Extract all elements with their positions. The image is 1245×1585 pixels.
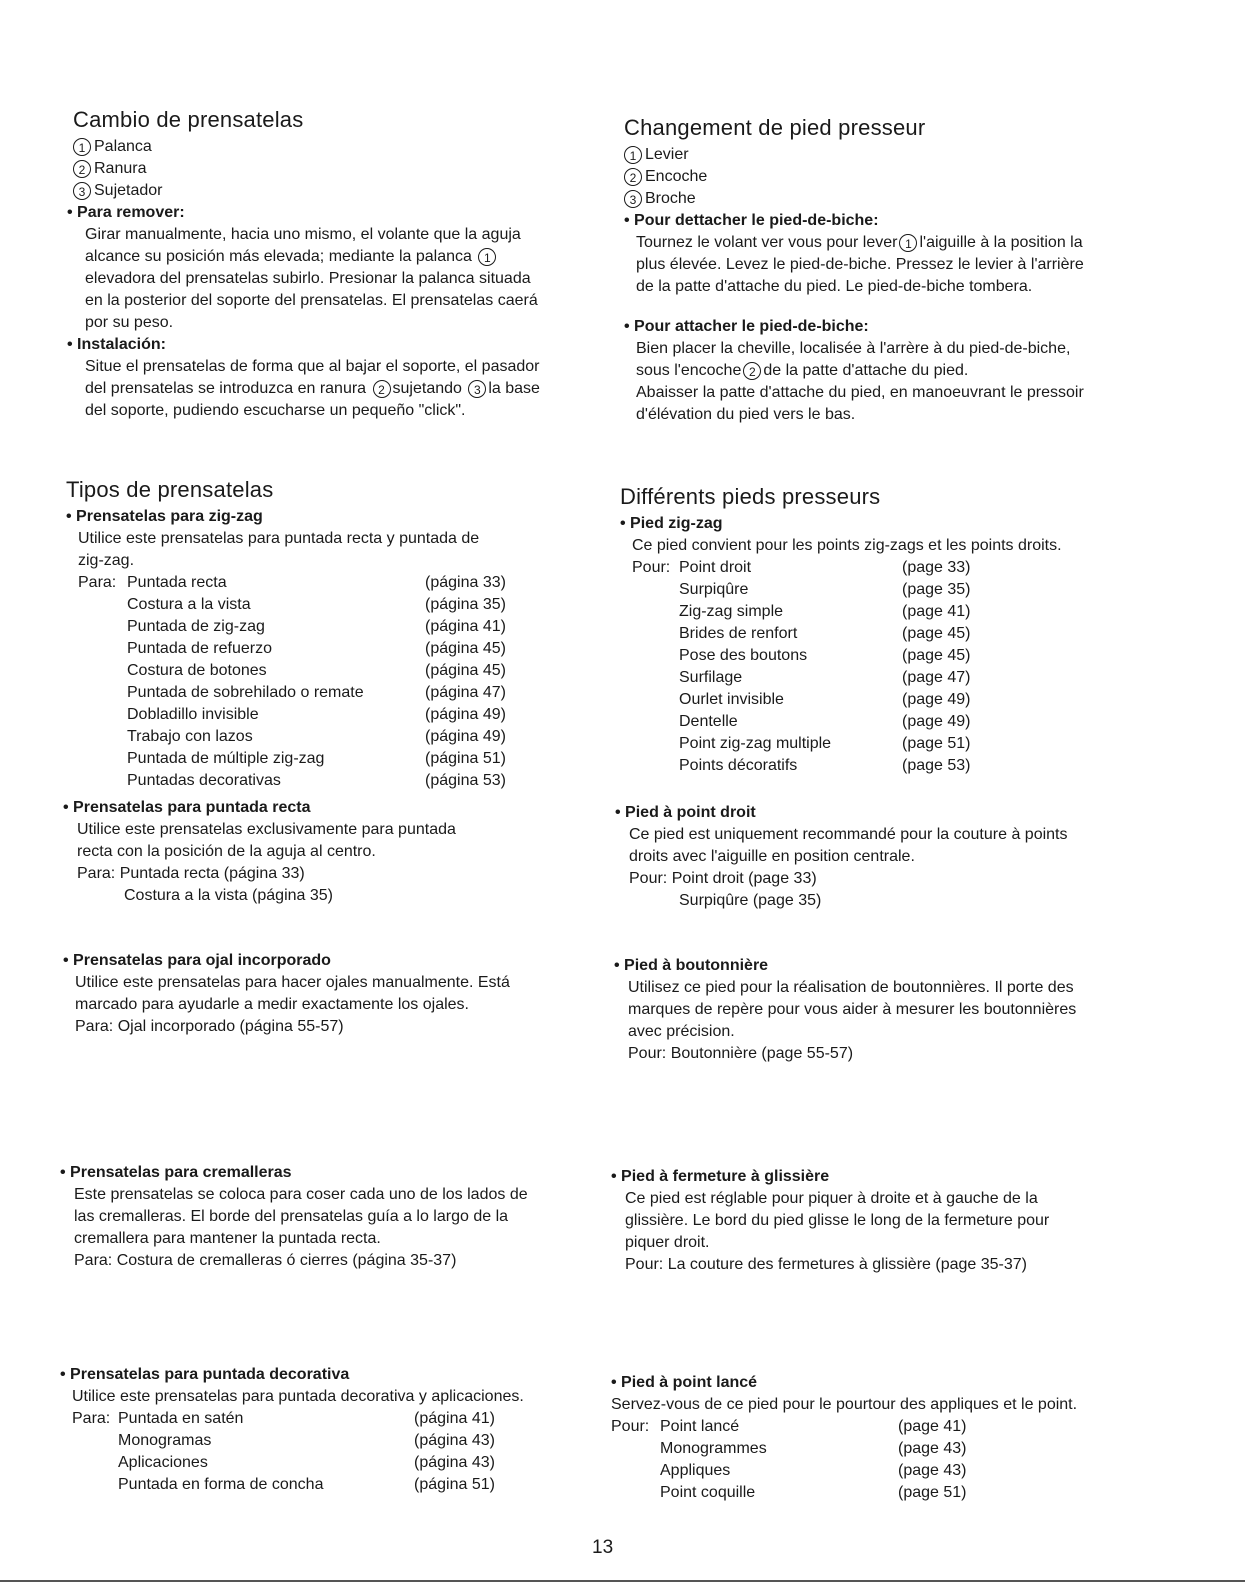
usage-prefix (78, 682, 127, 704)
usage-page-ref: (page 53) (902, 757, 971, 774)
usage-prefix (78, 594, 127, 616)
subheading-ojal: • Prensatelas para ojal incorporado (63, 950, 603, 972)
text-line: Bien placer la cheville, localisée à l'arrère à du pied-de-biche, (636, 340, 1071, 357)
page-number: 13 (592, 1537, 614, 1558)
usage-page-ref: (page 35) (902, 581, 971, 598)
zigzag-usage-list (78, 572, 606, 792)
subheading-boutonniere: • Pied à boutonnière (614, 955, 1174, 977)
text-line: Ce pied est uniquement recommandé pour la couture à points (629, 826, 1068, 843)
subheading-pied-droit: • Pied à point droit (615, 802, 1175, 824)
section-title: Cambio de prensatelas (73, 107, 304, 132)
text-line: cremallera para mantener la puntada recta. (74, 1230, 381, 1247)
section-ojal (63, 950, 603, 1038)
usage-prefix (78, 770, 127, 792)
usage-row (72, 1474, 620, 1496)
text-line: en la posterior del soporte del prensatelas. El prensatelas caerá (85, 292, 538, 309)
text-line: Costura a la vista (página 35) (124, 887, 333, 904)
zigzag-text (66, 528, 606, 792)
section-title: Changement de pied presseur (624, 115, 926, 140)
usage-label: Point droit (679, 559, 752, 576)
usage-row (78, 660, 606, 682)
text-line: droits avec l'aiguille en position centrale. (629, 848, 915, 865)
usage-row (78, 748, 606, 770)
section-changement-pied (624, 114, 1184, 426)
usage-page-ref: (página 51) (414, 1476, 495, 1493)
usage-prefix (78, 616, 127, 638)
part-label: Sujetador (94, 182, 163, 199)
usage-page-ref: (page 51) (898, 1484, 967, 1501)
text-span: de la patte d'attache du pied. (763, 362, 969, 379)
usage-page-ref: (página 49) (425, 728, 506, 745)
fermeture-text (611, 1188, 1171, 1276)
subheading-fermeture: • Pied à fermeture à glissière (611, 1166, 1171, 1188)
usage-page-ref: (page 41) (898, 1418, 967, 1435)
text-line: del soporte, pudiendo escucharse un pequeño "click". (85, 402, 466, 419)
usage-label: Pose des boutons (679, 647, 808, 664)
text-line: marques de repère pour vous aider à mesurer les boutonnières (628, 1001, 1077, 1018)
usage-prefix (78, 638, 127, 660)
callout-number: 3 (624, 190, 642, 208)
text-span: l'aiguille à la position la (919, 234, 1083, 251)
usage-row (72, 1452, 620, 1474)
usage-row (632, 755, 1180, 777)
usage-label: Surfilage (679, 669, 743, 686)
callout-number: 1 (624, 146, 642, 164)
usage-label: Brides de renfort (679, 625, 798, 642)
usage-row (78, 770, 606, 792)
usage-page-ref: (page 45) (902, 647, 971, 664)
usage-page-ref: (página 45) (425, 662, 506, 679)
text-line: elevadora del prensatelas subirlo. Presionar la palanca situada (85, 270, 531, 287)
text-line: Para: Puntada recta (página 33) (77, 865, 305, 882)
usage-row (632, 733, 1180, 755)
text-line: avec précision. (628, 1023, 735, 1040)
usage-label: Puntada de zig-zag (127, 618, 265, 635)
text-span: del prensatelas se introduzca en ranura (85, 380, 367, 397)
usage-row (78, 638, 606, 660)
usage-page-ref: (page 49) (902, 691, 971, 708)
section-pied-lance (611, 1372, 1171, 1504)
usage-page-ref: (page 43) (898, 1462, 967, 1479)
usage-label: Monogramas (118, 1432, 212, 1449)
usage-page-ref: (página 43) (414, 1432, 495, 1449)
usage-page-ref: (página 51) (425, 750, 506, 767)
section-pied-droit (615, 802, 1175, 912)
usage-label: Puntada de refuerzo (127, 640, 272, 657)
usage-label: Puntadas decorativas (127, 772, 281, 789)
section-decorativa (60, 1364, 620, 1496)
usage-prefix (78, 748, 127, 770)
section-title: Tipos de prensatelas (66, 477, 274, 502)
section-title: Différents pieds presseurs (620, 484, 881, 509)
text-line: Girar manualmente, hacia uno mismo, el volante que la aguja (85, 226, 521, 243)
usage-row (632, 557, 1180, 579)
usage-prefix (611, 1482, 660, 1504)
usage-page-ref: (página 47) (425, 684, 506, 701)
section-tipos-prensatelas (66, 476, 606, 792)
usage-label: Point lancé (660, 1418, 740, 1435)
text-line: Situe el prensatelas de forma que al bajar el soporte, el pasador (85, 358, 540, 375)
usage-row (78, 682, 606, 704)
usage-row (611, 1460, 1171, 1482)
pied-zigzag-usage-list (632, 557, 1180, 777)
text-span: sous l'encoche (636, 362, 742, 379)
text-line: Este prensatelas se coloca para coser cada uno de los lados de (74, 1186, 528, 1203)
usage-prefix: Pour: (632, 559, 671, 576)
usage-prefix (611, 1438, 660, 1460)
usage-label: Costura de botones (127, 662, 267, 679)
usage-prefix: Para: (72, 1410, 111, 1427)
callout-number: 3 (73, 182, 91, 200)
callout-number: 1 (478, 248, 496, 266)
usage-label: Puntada de sobrehilado o remate (127, 684, 364, 701)
usage-prefix (632, 733, 679, 755)
usage-prefix (78, 704, 127, 726)
pied-droit-text (615, 824, 1175, 912)
subheading-attacher: • Pour attacher le pied-de-biche: (624, 316, 1184, 338)
lance-text (611, 1394, 1171, 1504)
lance-usage-list (611, 1416, 1171, 1504)
usage-label: Trabajo con lazos (127, 728, 253, 745)
usage-page-ref: (page 43) (898, 1440, 967, 1457)
usage-page-ref: (página 33) (425, 574, 506, 591)
text-line: plus élevée. Levez le pied-de-biche. Pressez le levier à l'arrière (636, 256, 1084, 273)
callout-number: 2 (373, 380, 391, 398)
usage-row (632, 711, 1180, 733)
decorativa-text (60, 1386, 620, 1496)
usage-row (78, 704, 606, 726)
text-line: Surpiqûre (page 35) (679, 892, 822, 909)
usage-row (632, 667, 1180, 689)
usage-page-ref: (page 49) (902, 713, 971, 730)
usage-label: Surpiqûre (679, 581, 749, 598)
usage-page-ref: (page 33) (902, 559, 971, 576)
usage-prefix (632, 623, 679, 645)
recta-text (63, 819, 603, 907)
section-cremalleras (60, 1162, 600, 1272)
usage-page-ref: (página 53) (425, 772, 506, 789)
usage-label: Puntada en satén (118, 1410, 244, 1427)
text-line: Ce pied est réglable pour piquer à droite et à gauche de la (625, 1190, 1038, 1207)
part-label: Ranura (94, 160, 147, 177)
text-line: piquer droit. (625, 1234, 710, 1251)
text-span: la base (488, 380, 540, 397)
decorativa-usage-list (72, 1408, 620, 1496)
callout-number: 1 (73, 138, 91, 156)
text-line: las cremalleras. El borde del prensatelas guía a lo largo de la (74, 1208, 509, 1225)
part-3 (624, 188, 1184, 210)
text-line: por su peso. (85, 314, 174, 331)
usage-row (78, 726, 606, 748)
text-line: Utilice este prensatelas para puntada recta y puntada de (78, 530, 480, 547)
usage-label: Point coquille (660, 1484, 756, 1501)
usage-label: Zig-zag simple (679, 603, 784, 620)
ojal-text (63, 972, 603, 1038)
part-label: Encoche (645, 168, 708, 185)
subheading-remover: • Para remover: (67, 202, 613, 224)
instalacion-text (73, 356, 613, 422)
usage-prefix (78, 660, 127, 682)
text-line: Pour: Point droit (page 33) (629, 870, 817, 887)
usage-row (632, 623, 1180, 645)
usage-page-ref: (page 51) (902, 735, 971, 752)
subheading-recta: • Prensatelas para puntada recta (63, 797, 603, 819)
usage-prefix (632, 711, 679, 733)
bottom-rule (0, 1580, 1245, 1582)
usage-prefix (632, 689, 679, 711)
subheading-lance: • Pied à point lancé (611, 1372, 1171, 1394)
text-line: Utilice este prensatelas para hacer ojales manualmente. Está (75, 974, 510, 991)
text-span: alcance su posición más elevada; mediante la palanca (85, 248, 472, 265)
usage-page-ref: (page 45) (902, 625, 971, 642)
usage-prefix: Para: (78, 574, 117, 591)
text-line: Abaisser la patte d'attache du pied, en manoeuvrant le pressoir (636, 384, 1084, 401)
part-label: Broche (645, 190, 696, 207)
subheading-instalacion: • Instalación: (67, 334, 613, 356)
usage-prefix (72, 1474, 118, 1496)
callout-number: 3 (468, 380, 486, 398)
usage-label: Ourlet invisible (679, 691, 784, 708)
text-line: Para: Ojal incorporado (página 55-57) (75, 1018, 344, 1035)
usage-label: Puntada en forma de concha (118, 1476, 324, 1493)
callout-number: 1 (899, 234, 917, 252)
text-line: Ce pied convient pour les points zig-zags et les points droits. (632, 537, 1062, 554)
usage-prefix (72, 1452, 118, 1474)
usage-row (632, 579, 1180, 601)
usage-label: Dentelle (679, 713, 738, 730)
usage-row (611, 1438, 1171, 1460)
usage-row (78, 616, 606, 638)
usage-page-ref: (page 47) (902, 669, 971, 686)
text-span: Tournez le volant ver vous pour lever (636, 234, 898, 251)
usage-page-ref: (página 49) (425, 706, 506, 723)
section-cambio-prensatelas (73, 106, 613, 422)
text-line: Utilice este prensatelas para puntada decorativa y aplicaciones. (72, 1388, 524, 1405)
usage-prefix (632, 579, 679, 601)
text-line: Servez-vous de ce pied pour le pourtour des appliques et le point. (611, 1396, 1078, 1413)
text-line (85, 246, 613, 268)
subheading-cremalleras: • Prensatelas para cremalleras (60, 1162, 600, 1184)
usage-label: Appliques (660, 1462, 731, 1479)
usage-page-ref: (página 41) (425, 618, 506, 635)
usage-row (611, 1416, 1171, 1438)
text-line: Pour: La couture des fermetures à glissière (page 35-37) (625, 1256, 1027, 1273)
part-1 (624, 144, 1184, 166)
usage-row (72, 1408, 620, 1430)
callout-number: 2 (743, 362, 761, 380)
usage-row (78, 594, 606, 616)
text-line: Para: Costura de cremalleras ó cierres (página 35-37) (74, 1252, 457, 1269)
usage-page-ref: (página 41) (414, 1410, 495, 1427)
usage-page-ref: (página 35) (425, 596, 506, 613)
usage-page-ref: (page 41) (902, 603, 971, 620)
subheading-zigzag: • Prensatelas para zig-zag (66, 506, 606, 528)
text-line: zig-zag. (78, 552, 135, 569)
usage-page-ref: (página 43) (414, 1454, 495, 1471)
usage-prefix: Pour: (611, 1418, 650, 1435)
usage-prefix (78, 726, 127, 748)
usage-prefix (611, 1460, 660, 1482)
text-line: d'élévation du pied vers le bas. (636, 406, 856, 423)
usage-prefix (632, 667, 679, 689)
text-line: recta con la posición de la aguja al centro. (77, 843, 376, 860)
text-line: de la patte d'attache du pied. Le pied-de-biche tombera. (636, 278, 1033, 295)
usage-row (78, 572, 606, 594)
text-line (636, 360, 1184, 382)
section-differents-pieds (620, 483, 1180, 777)
usage-row (632, 601, 1180, 623)
part-label: Levier (645, 146, 689, 163)
dettacher-text (624, 232, 1184, 298)
text-line (85, 378, 613, 400)
part-2 (73, 158, 613, 180)
usage-label: Dobladillo invisible (127, 706, 259, 723)
usage-label: Puntada recta (127, 574, 227, 591)
remover-text (73, 224, 613, 334)
cremalleras-text (60, 1184, 600, 1272)
pied-zigzag-text (620, 535, 1180, 777)
text-line: Pour: Boutonnière (page 55-57) (628, 1045, 854, 1062)
part-2 (624, 166, 1184, 188)
spacer (624, 298, 1184, 316)
callout-number: 2 (73, 160, 91, 178)
text-line: marcado para ayudarle a medir exactamente los ojales. (75, 996, 469, 1013)
part-1 (73, 136, 613, 158)
section-pied-fermeture (611, 1166, 1171, 1276)
usage-label: Point zig-zag multiple (679, 735, 832, 752)
subheading-pied-zigzag: • Pied zig-zag (620, 513, 1180, 535)
usage-row (632, 689, 1180, 711)
usage-prefix (632, 755, 679, 777)
text-line (636, 232, 1184, 254)
usage-label: Points décoratifs (679, 757, 798, 774)
usage-row (72, 1430, 620, 1452)
part-label: Palanca (94, 138, 152, 155)
callout-number: 2 (624, 168, 642, 186)
section-recta (63, 797, 603, 907)
text-line: Utilice este prensatelas exclusivamente para puntada (77, 821, 456, 838)
usage-row (611, 1482, 1171, 1504)
subheading-decorativa: • Prensatelas para puntada decorativa (60, 1364, 620, 1386)
usage-prefix (72, 1430, 118, 1452)
part-3 (73, 180, 613, 202)
usage-prefix (632, 601, 679, 623)
usage-label: Costura a la vista (127, 596, 251, 613)
usage-page-ref: (página 45) (425, 640, 506, 657)
subheading-dettacher: • Pour dettacher le pied-de-biche: (624, 210, 1184, 232)
usage-label: Aplicaciones (118, 1454, 208, 1471)
attacher-text (624, 338, 1184, 426)
text-span: sujetando (392, 380, 462, 397)
text-line: Utilisez ce pied pour la réalisation de boutonnières. Il porte des (628, 979, 1074, 996)
section-pied-boutonniere (614, 955, 1174, 1065)
text-line: glissière. Le bord du pied glisse le long de la fermeture pour (625, 1212, 1050, 1229)
usage-prefix (632, 645, 679, 667)
usage-label: Monogrammes (660, 1440, 767, 1457)
usage-row (632, 645, 1180, 667)
usage-label: Puntada de múltiple zig-zag (127, 750, 325, 767)
boutonniere-text (614, 977, 1174, 1065)
